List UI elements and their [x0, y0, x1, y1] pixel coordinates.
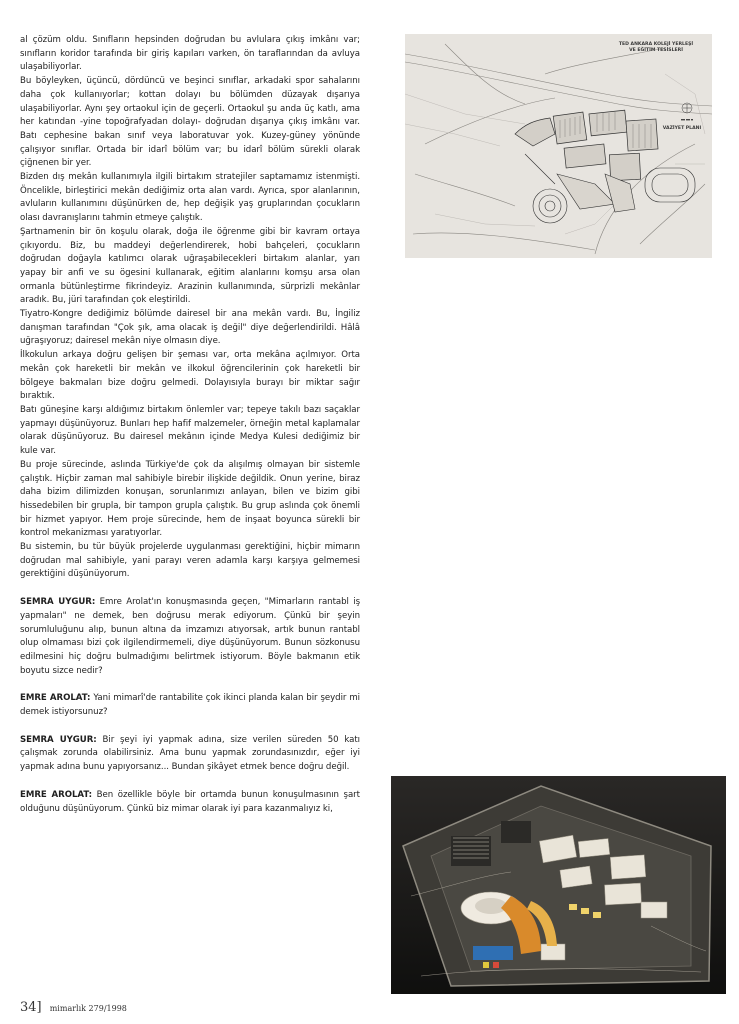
speaker-name: EMRE AROLAT:: [20, 789, 93, 800]
magazine-issue: mimarlık 279/1998: [49, 1004, 127, 1013]
dialogue-text: Emre Arolat'ın konuşmasında geçen, "Mimarların rantabl iş yapmaları" ne demek, ben doğrusu merak ediyorum. Çünkü bir şeyin sorumluluğunu alıp, bunun altına da imzamızı atıyorsak, artık bunun rantabl olup olmaması bizi çok ilgilendirmemeli, diye düşünüyorum. Bunun sözkonusu edilmesini hiç doğru bulmadığımı belirtmek istiyorum. Böyle bakmanın etik boyutu sizce nedir?: [20, 597, 360, 676]
page-footer: [20, 996, 127, 1015]
dialogue-turn: [20, 596, 360, 678]
speaker-name: SEMRA UYGUR:: [20, 734, 97, 745]
speaker-name: EMRE AROLAT:: [20, 693, 91, 704]
site-plan-drawing: [405, 34, 712, 258]
dialogue-text: Yani mimarî'de rantabilite çok ikinci planda kalan bir şeydir mi demek istiyorsunuz?: [20, 693, 360, 718]
plan-title-block: [610, 42, 702, 54]
dialogue-text: Bir şeyi iyi yapmak adına, size verilen süreden 50 katı çalışmak zorunda olabilirsiniz. Ama bunu yapmak zorundasınızdır, eğer iyi yapmak adına bunu yapıyorsanız... Bundan şikâyet etmek bence doğru değil.: [20, 734, 361, 773]
site-plan-linework: [405, 34, 712, 258]
dialogue-turn: [20, 692, 360, 719]
paragraph: Şartnamenin bir ön koşulu olarak, doğa ile öğrenme gibi bir kavram ortaya çıkıyordu. Biz, bu maddeyi değerlendirerek, hobi bahçeleri, çocukların doğrudan doğayla katılımcı olarak uğraşabilecekleri birtakım alanlar, yarı yapay bir anfi ve su ögesini kullanarak, eğitim alanlarını komşu arsa olan ormanla bütünleştirme fikrindeyiz. Arazinin kullanımında, sürprizli mekânlar aradık. Bu, jüri tarafından çok eleştirildi.: [20, 226, 360, 306]
paragraph: Bu proje sürecinde, aslında Türkiye'de çok da alışılmış olmayan bir sistemle çalıştık. Hiçbir zaman mal sahibiyle birebir ilişkide değildik. Onun yerine, biraz daha bizim dilimizden konuşan, sorunlarımızı anlayan, bilen ve bizim gibi hissedebilen bir grupla, bir tampon grupla çalıştık. Bu grup aslında çok önemli bir hizmet yapıyor. Hem proje sürecinde, hem de inşaat boyunca sürekli bir kontrol mekanizması yaratıyorlar.: [20, 459, 360, 539]
dialogue-turn: [20, 734, 360, 775]
plan-title-line2: VE EĞİTİM TESİSLERİ: [629, 48, 683, 53]
paragraph: Bu böyleyken, üçüncü, dördüncü ve beşinci sınıflar, arkadaki spor sahalarını daha çok kullanıyorlar; kottan dolayı bu bölümden düzayak dışarıya ulaşabiliyorlar. Aynı şey ortaokul için de geçerli. Ortaokul şu anda üç katlı, ama her katından -yine topoğrafyadan dolayı- doğrudan dışarıya çıkış imkânı var. Batı cephesine bakan sınıf veya laboratuvar yok. Kuzey-güney yönünde çalışıyor sınıflar. Ortada bir idarî bölüm var; bu idarî bölüm sürekli olarak çiğnenen bir yer.: [20, 76, 360, 169]
plan-title-line1: TED ANKARA KOLEJİ YERLEŞİ: [618, 42, 694, 47]
model-photograph: [391, 776, 726, 994]
paragraph: Tiyatro-Kongre dediğimiz bölümde dairesel bir ana mekân vardı. Bu, İngiliz danışman tarafından "Çok şık, ama olacak iş değil" diye değerlendirildi. Hâlâ uğraşıyoruz; dairesel mekân niye olmasın diye.: [20, 309, 360, 347]
paragraph: Batı güneşine karşı aldığımız birtakım önlemler var; tepeye takılı bazı saçaklar yapmayı düşünüyoruz. Bunları hep hafif malzemeler, örneğin metal kaplamalar olarak düşünüyoruz. Bu dairesel mekânın içinde Medya Kulesi dediğimiz bir kule var.: [20, 404, 360, 457]
page-number: 34]: [20, 1000, 42, 1015]
paragraph: İlkokulun arkaya doğru gelişen bir şeması var, orta mekâna açılmıyor. Orta mekân çok hareketli bir mekân ve ilkokul öğrencilerinin çok hareketli bir bölgeye bakmaları bize doğru gelmedi. Dolayısıyla burayı bir miktar sağır bıraktık.: [20, 350, 360, 402]
plan-sheet-label: VAZİYET PLANI: [662, 126, 702, 131]
paragraph: Bu sistemin, bu tür büyük projelerde uygulanması gerektiğini, hiçbir mimarın doğrudan mal sahibiyle, yani parayı veren adamla karşı karşıya gelmemesi gerektiğini düşünüyorum.: [20, 542, 360, 580]
article-text-column: [20, 34, 360, 816]
dialogue-text: Ben özellikle böyle bir ortamda bunun konuşulmasının şart olduğunu düşünüyorum. Çünkü biz mimar olarak iyi para kazanmalıyız ki,: [20, 789, 360, 814]
paragraph: Bizden dış mekân kullanımıyla ilgili birtakım stratejiler saptamamız istenmişti. Öncelikle, birleştirici mekân dediğimiz orta alan vardı. Ayrıca, spor alanlarının, avluların kullanımını düşünürken de, hep değişik yaş gruplarından çocukların olası davranışlarını tahmin etmeye çalıştık.: [20, 172, 360, 224]
dialogue-turn: [20, 789, 360, 816]
model-photo-rendering: [391, 776, 726, 994]
speaker-name: SEMRA UYGUR:: [20, 597, 96, 608]
paragraph: al çözüm oldu. Sınıfların hepsinden doğrudan bu avlulara çıkış imkânı var; sınıfların koridor tarafında bir giriş kapıları varken, ön taraflarından da avluya ulaşabiliyorlar.: [20, 35, 360, 73]
